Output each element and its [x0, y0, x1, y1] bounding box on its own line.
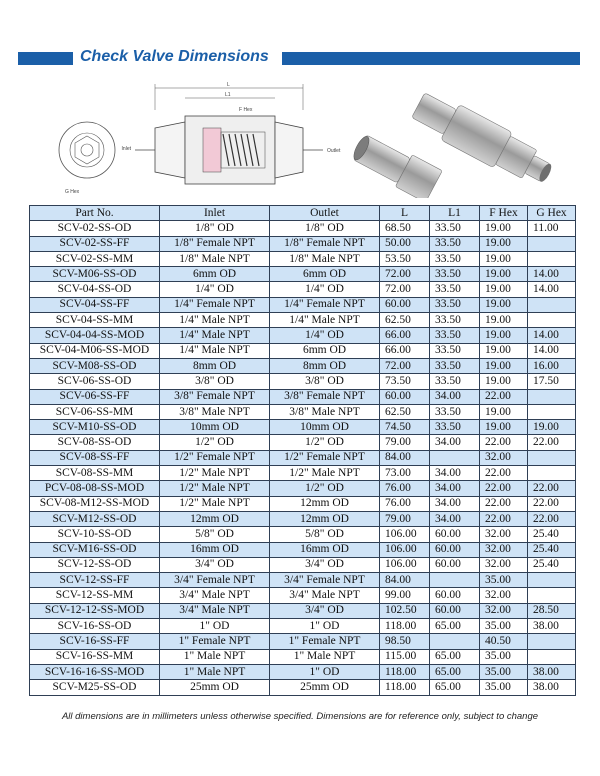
cell-g-hex: 25.40: [528, 527, 576, 542]
cell-inlet: 3/8" OD: [160, 374, 270, 389]
table-row: [30, 588, 576, 603]
cell-l: 73.50: [380, 374, 430, 389]
header-part-no: Part No.: [30, 206, 160, 221]
cell-part-no: SCV-02-SS-FF: [30, 236, 160, 251]
cell-outlet: 1/2" Female NPT: [270, 450, 380, 465]
cell-inlet: 3/4" Female NPT: [160, 573, 270, 588]
cell-part-no: SCV-08-SS-OD: [30, 435, 160, 450]
cell-l1: 65.00: [430, 649, 480, 664]
cell-g-hex: 38.00: [528, 664, 576, 679]
cell-outlet: 12mm OD: [270, 511, 380, 526]
table-header-row: [30, 206, 576, 221]
cell-l1: [430, 634, 480, 649]
cell-g-hex: 14.00: [528, 282, 576, 297]
table-row: [30, 649, 576, 664]
table-row: [30, 328, 576, 343]
cell-l1: 33.50: [430, 297, 480, 312]
cell-f-hex: 19.00: [480, 420, 528, 435]
cell-f-hex: 19.00: [480, 282, 528, 297]
cell-l: 66.00: [380, 343, 430, 358]
table-row: [30, 251, 576, 266]
cell-g-hex: [528, 450, 576, 465]
cell-l: 118.00: [380, 680, 430, 695]
cell-g-hex: [528, 649, 576, 664]
cell-g-hex: 38.00: [528, 680, 576, 695]
cell-inlet: 5/8" OD: [160, 527, 270, 542]
cell-part-no: SCV-M10-SS-OD: [30, 420, 160, 435]
cell-outlet: 10mm OD: [270, 420, 380, 435]
cell-outlet: 1/2" Male NPT: [270, 466, 380, 481]
cell-inlet: 1/2" Male NPT: [160, 496, 270, 511]
cell-l: 118.00: [380, 664, 430, 679]
table-row: [30, 404, 576, 419]
cell-inlet: 3/8" Male NPT: [160, 404, 270, 419]
end-view-circle: [59, 122, 115, 178]
cell-l1: 65.00: [430, 664, 480, 679]
cell-l: 99.00: [380, 588, 430, 603]
cell-outlet: 1/8" Male NPT: [270, 251, 380, 266]
inlet-label: Inlet: [121, 146, 131, 152]
cell-part-no: SCV-16-SS-MM: [30, 649, 160, 664]
cell-f-hex: 32.00: [480, 450, 528, 465]
cell-outlet: 1/4" OD: [270, 282, 380, 297]
cell-l: 76.00: [380, 481, 430, 496]
cell-l1: 65.00: [430, 619, 480, 634]
dim-fhex-label: F Hex: [239, 107, 253, 113]
cell-l: 76.00: [380, 496, 430, 511]
cell-g-hex: 28.50: [528, 603, 576, 618]
cell-g-hex: [528, 634, 576, 649]
cell-part-no: SCV-04-SS-MM: [30, 313, 160, 328]
table-row: [30, 680, 576, 695]
table-row: [30, 664, 576, 679]
cell-part-no: SCV-12-SS-MM: [30, 588, 160, 603]
table-row: [30, 297, 576, 312]
cell-l1: 60.00: [430, 557, 480, 572]
cell-l1: 34.00: [430, 389, 480, 404]
cell-l1: 33.50: [430, 221, 480, 236]
cell-l1: 60.00: [430, 603, 480, 618]
cell-g-hex: 22.00: [528, 481, 576, 496]
cell-inlet: 1/8" Female NPT: [160, 236, 270, 251]
cell-l: 118.00: [380, 619, 430, 634]
cell-part-no: SCV-12-12-SS-MOD: [30, 603, 160, 618]
cell-l1: 60.00: [430, 588, 480, 603]
cell-outlet: 3/8" Male NPT: [270, 404, 380, 419]
cell-inlet: 16mm OD: [160, 542, 270, 557]
cell-l: 72.00: [380, 267, 430, 282]
cell-l: 102.50: [380, 603, 430, 618]
header-outlet: Outlet: [270, 206, 380, 221]
table-row: [30, 527, 576, 542]
cell-l: 106.00: [380, 557, 430, 572]
cell-outlet: 1/2" OD: [270, 481, 380, 496]
dimensions-table: [29, 205, 576, 696]
cell-inlet: 1/2" Male NPT: [160, 466, 270, 481]
cell-g-hex: 19.00: [528, 420, 576, 435]
table-row: [30, 619, 576, 634]
cell-part-no: SCV-M12-SS-OD: [30, 511, 160, 526]
cell-l1: [430, 573, 480, 588]
cell-g-hex: 22.00: [528, 496, 576, 511]
page-title: Check Valve Dimensions: [80, 48, 269, 65]
cell-inlet: 1" Male NPT: [160, 664, 270, 679]
cell-l1: 60.00: [430, 542, 480, 557]
cell-l: 73.00: [380, 466, 430, 481]
cell-f-hex: 32.00: [480, 557, 528, 572]
cell-g-hex: [528, 588, 576, 603]
cell-inlet: 1/4" Male NPT: [160, 313, 270, 328]
cell-outlet: 5/8" OD: [270, 527, 380, 542]
cell-part-no: PCV-08-08-SS-MOD: [30, 481, 160, 496]
dim-l-label: L: [227, 82, 230, 88]
cell-part-no: SCV-06-SS-MM: [30, 404, 160, 419]
cell-outlet: 3/4" Male NPT: [270, 588, 380, 603]
cell-g-hex: [528, 297, 576, 312]
table-row: [30, 221, 576, 236]
cell-part-no: SCV-12-SS-OD: [30, 557, 160, 572]
cell-f-hex: 19.00: [480, 297, 528, 312]
cell-g-hex: 38.00: [528, 619, 576, 634]
cell-l: 84.00: [380, 573, 430, 588]
cell-inlet: 1" Female NPT: [160, 634, 270, 649]
cell-inlet: 3/4" Male NPT: [160, 603, 270, 618]
cell-g-hex: 14.00: [528, 267, 576, 282]
table-row: [30, 236, 576, 251]
cell-l1: 33.50: [430, 251, 480, 266]
cell-part-no: SCV-M08-SS-OD: [30, 358, 160, 373]
cell-outlet: 16mm OD: [270, 542, 380, 557]
table-row: [30, 557, 576, 572]
cell-l: 68.50: [380, 221, 430, 236]
outlet-nut-outline: [275, 122, 303, 178]
cell-l1: 33.50: [430, 343, 480, 358]
cell-outlet: 3/4" OD: [270, 557, 380, 572]
cell-g-hex: [528, 236, 576, 251]
cell-inlet: 1/4" OD: [160, 282, 270, 297]
cell-f-hex: 19.00: [480, 267, 528, 282]
cell-f-hex: 35.00: [480, 649, 528, 664]
section-title-bar: [18, 47, 580, 69]
cell-inlet: 3/8" Female NPT: [160, 389, 270, 404]
cell-l: 60.00: [380, 297, 430, 312]
cell-l: 60.00: [380, 389, 430, 404]
cell-inlet: 3/4" OD: [160, 557, 270, 572]
cell-inlet: 6mm OD: [160, 267, 270, 282]
cell-part-no: SCV-02-SS-MM: [30, 251, 160, 266]
technical-drawing: [55, 78, 345, 200]
cell-f-hex: 32.00: [480, 588, 528, 603]
cell-inlet: 1/8" OD: [160, 221, 270, 236]
header-f-hex: F Hex: [480, 206, 528, 221]
cell-g-hex: 16.00: [528, 358, 576, 373]
cell-g-hex: 22.00: [528, 435, 576, 450]
cell-inlet: 1/2" Female NPT: [160, 450, 270, 465]
table-row: [30, 511, 576, 526]
inlet-nut-outline: [155, 122, 185, 178]
cell-outlet: 25mm OD: [270, 680, 380, 695]
table-row: [30, 374, 576, 389]
cell-outlet: 1" OD: [270, 619, 380, 634]
cell-g-hex: [528, 404, 576, 419]
cell-f-hex: 35.00: [480, 680, 528, 695]
cell-outlet: 6mm OD: [270, 267, 380, 282]
cell-part-no: SCV-10-SS-OD: [30, 527, 160, 542]
cell-f-hex: 19.00: [480, 404, 528, 419]
cell-l: 72.00: [380, 282, 430, 297]
table-row: [30, 435, 576, 450]
cell-part-no: SCV-M25-SS-OD: [30, 680, 160, 695]
cell-l1: 33.50: [430, 374, 480, 389]
cell-inlet: 1/2" OD: [160, 435, 270, 450]
cell-l1: 34.00: [430, 466, 480, 481]
cell-l: 62.50: [380, 404, 430, 419]
product-photo: [350, 78, 560, 198]
cell-l: 62.50: [380, 313, 430, 328]
table-row: [30, 603, 576, 618]
cell-l1: 33.50: [430, 236, 480, 251]
cell-f-hex: 19.00: [480, 374, 528, 389]
cell-part-no: SCV-16-SS-OD: [30, 619, 160, 634]
cell-f-hex: 19.00: [480, 358, 528, 373]
cell-f-hex: 32.00: [480, 603, 528, 618]
cell-f-hex: 22.00: [480, 389, 528, 404]
cell-inlet: 8mm OD: [160, 358, 270, 373]
cell-l: 79.00: [380, 511, 430, 526]
cell-part-no: SCV-08-M12-SS-MOD: [30, 496, 160, 511]
cell-part-no: SCV-08-SS-MM: [30, 466, 160, 481]
cell-f-hex: 19.00: [480, 313, 528, 328]
table-row: [30, 481, 576, 496]
cell-part-no: SCV-04-04-SS-MOD: [30, 328, 160, 343]
cell-l: 79.00: [380, 435, 430, 450]
cell-f-hex: 19.00: [480, 236, 528, 251]
title-bar-left-block: [18, 52, 73, 65]
cell-outlet: 3/4" Female NPT: [270, 573, 380, 588]
cell-l: 72.00: [380, 358, 430, 373]
cell-part-no: SCV-06-SS-OD: [30, 374, 160, 389]
cell-f-hex: 19.00: [480, 328, 528, 343]
cell-g-hex: [528, 466, 576, 481]
cell-inlet: 25mm OD: [160, 680, 270, 695]
cell-l: 66.00: [380, 328, 430, 343]
cell-g-hex: 25.40: [528, 542, 576, 557]
cell-f-hex: 19.00: [480, 221, 528, 236]
valve-photo-front: [350, 130, 442, 198]
header-inlet: Inlet: [160, 206, 270, 221]
table-row: [30, 542, 576, 557]
cell-outlet: 1/2" OD: [270, 435, 380, 450]
table-row: [30, 496, 576, 511]
cell-l1: 34.00: [430, 511, 480, 526]
cell-l: 50.00: [380, 236, 430, 251]
seal-section: [203, 128, 221, 172]
cell-g-hex: 14.00: [528, 343, 576, 358]
cell-part-no: SCV-M16-SS-OD: [30, 542, 160, 557]
valve-body-outline: [185, 116, 275, 184]
cell-part-no: SCV-04-SS-FF: [30, 297, 160, 312]
cell-outlet: 3/4" OD: [270, 603, 380, 618]
cell-l: 53.50: [380, 251, 430, 266]
table-row: [30, 466, 576, 481]
table-row: [30, 343, 576, 358]
cell-part-no: SCV-12-SS-FF: [30, 573, 160, 588]
cell-outlet: 3/8" OD: [270, 374, 380, 389]
cell-part-no: SCV-02-SS-OD: [30, 221, 160, 236]
table-row: [30, 267, 576, 282]
table-row: [30, 358, 576, 373]
cell-inlet: 3/4" Male NPT: [160, 588, 270, 603]
cell-part-no: SCV-08-SS-FF: [30, 450, 160, 465]
cell-inlet: 12mm OD: [160, 511, 270, 526]
title-bar-right-block: [282, 52, 580, 65]
cell-inlet: 10mm OD: [160, 420, 270, 435]
cell-outlet: 6mm OD: [270, 343, 380, 358]
cell-outlet: 3/8" Female NPT: [270, 389, 380, 404]
cell-l: 106.00: [380, 542, 430, 557]
table-row: [30, 420, 576, 435]
cell-f-hex: 22.00: [480, 511, 528, 526]
cell-inlet: 1" Male NPT: [160, 649, 270, 664]
cell-l1: 34.00: [430, 435, 480, 450]
cell-f-hex: 22.00: [480, 466, 528, 481]
cell-l1: 65.00: [430, 680, 480, 695]
cell-l: 84.00: [380, 450, 430, 465]
cell-g-hex: [528, 573, 576, 588]
cell-l: 115.00: [380, 649, 430, 664]
cell-inlet: 1" OD: [160, 619, 270, 634]
cell-outlet: 1/4" Male NPT: [270, 313, 380, 328]
cell-l1: 34.00: [430, 496, 480, 511]
cell-g-hex: [528, 389, 576, 404]
header-g-hex: G Hex: [528, 206, 576, 221]
cell-f-hex: 22.00: [480, 481, 528, 496]
cell-part-no: SCV-04-M06-SS-MOD: [30, 343, 160, 358]
cell-outlet: 1/8" OD: [270, 221, 380, 236]
cell-part-no: SCV-16-16-SS-MOD: [30, 664, 160, 679]
cell-l: 98.50: [380, 634, 430, 649]
cell-inlet: 1/4" Male NPT: [160, 343, 270, 358]
cell-l1: 33.50: [430, 282, 480, 297]
cell-g-hex: [528, 313, 576, 328]
cell-outlet: 1/4" OD: [270, 328, 380, 343]
table-row: [30, 450, 576, 465]
cell-l1: 33.50: [430, 404, 480, 419]
table-row: [30, 573, 576, 588]
cell-l1: 33.50: [430, 328, 480, 343]
cell-outlet: 1/8" Female NPT: [270, 236, 380, 251]
g-hex-label: G Hex: [65, 189, 80, 195]
table-row: [30, 634, 576, 649]
cell-part-no: SCV-04-SS-OD: [30, 282, 160, 297]
table-row: [30, 282, 576, 297]
cell-l1: [430, 450, 480, 465]
cell-l1: 33.50: [430, 420, 480, 435]
cell-outlet: 1" Male NPT: [270, 649, 380, 664]
cell-f-hex: 35.00: [480, 664, 528, 679]
cell-f-hex: 32.00: [480, 542, 528, 557]
cell-f-hex: 40.50: [480, 634, 528, 649]
cell-part-no: SCV-16-SS-FF: [30, 634, 160, 649]
cell-inlet: 1/4" Male NPT: [160, 328, 270, 343]
dim-l1-label: L1: [225, 92, 231, 98]
cell-f-hex: 19.00: [480, 343, 528, 358]
cell-outlet: 1" Female NPT: [270, 634, 380, 649]
cell-l1: 60.00: [430, 527, 480, 542]
cell-f-hex: 32.00: [480, 527, 528, 542]
header-l: L: [380, 206, 430, 221]
cell-f-hex: 22.00: [480, 435, 528, 450]
table-row: [30, 313, 576, 328]
cell-l1: 33.50: [430, 313, 480, 328]
cell-l1: 34.00: [430, 481, 480, 496]
cell-g-hex: [528, 251, 576, 266]
cell-inlet: 1/2" Male NPT: [160, 481, 270, 496]
cell-outlet: 1" OD: [270, 664, 380, 679]
cell-part-no: SCV-M06-SS-OD: [30, 267, 160, 282]
cell-outlet: 12mm OD: [270, 496, 380, 511]
table-row: [30, 389, 576, 404]
cell-l1: 33.50: [430, 358, 480, 373]
cell-g-hex: 11.00: [528, 221, 576, 236]
footnote: All dimensions are in millimeters unless otherwise specified. Dimensions are for reference only, subject to change: [61, 711, 539, 722]
cell-f-hex: 35.00: [480, 573, 528, 588]
cell-l1: 33.50: [430, 267, 480, 282]
cell-l: 74.50: [380, 420, 430, 435]
cell-outlet: 8mm OD: [270, 358, 380, 373]
cell-f-hex: 19.00: [480, 251, 528, 266]
cell-g-hex: 25.40: [528, 557, 576, 572]
cell-g-hex: 17.50: [528, 374, 576, 389]
header-l1: L1: [430, 206, 480, 221]
cell-part-no: SCV-06-SS-FF: [30, 389, 160, 404]
cell-f-hex: 22.00: [480, 496, 528, 511]
outlet-label: Outlet: [327, 148, 341, 154]
cell-inlet: 1/4" Female NPT: [160, 297, 270, 312]
cell-inlet: 1/8" Male NPT: [160, 251, 270, 266]
cell-outlet: 1/4" Female NPT: [270, 297, 380, 312]
cell-g-hex: 14.00: [528, 328, 576, 343]
cell-l: 106.00: [380, 527, 430, 542]
cell-f-hex: 35.00: [480, 619, 528, 634]
cell-g-hex: 22.00: [528, 511, 576, 526]
